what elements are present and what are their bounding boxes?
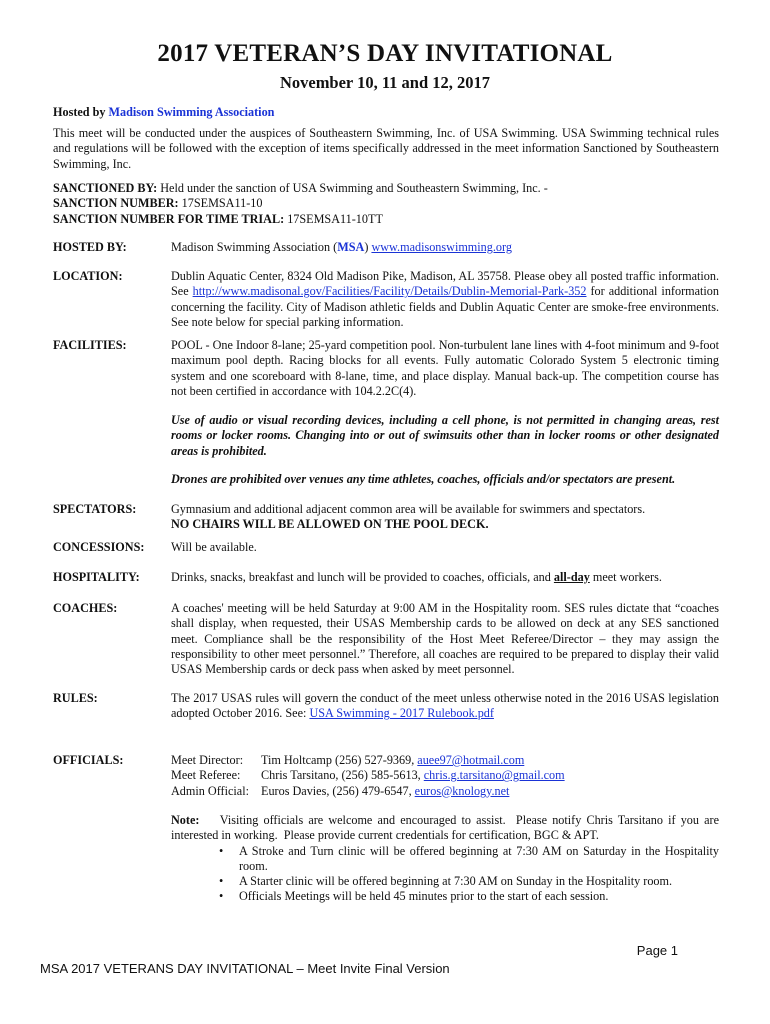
sanction-number-value: 17SEMSA11-10	[178, 196, 263, 211]
msa-abbr: MSA	[337, 240, 365, 254]
official-role: Meet Referee:	[171, 768, 241, 783]
document-footer: MSA 2017 VETERANS DAY INVITATIONAL – Meet Invite Final Version	[40, 961, 450, 976]
official-row-director	[171, 753, 719, 768]
official-row-admin	[171, 784, 719, 799]
hosted-by-org: Madison Swimming Association	[108, 105, 275, 119]
sanctioned-by-text: Held under the sanction of USA Swimming and Southeastern Swimming, Inc. -	[157, 181, 548, 195]
admin-email-link[interactable]: euros@knology.net	[414, 783, 510, 798]
spectators-text: Gymnasium and additional adjacent common area will be available for swimmers and spectators.	[171, 502, 646, 516]
official-info: Euros Davies, (256) 479-6547,	[261, 783, 415, 798]
recording-notice: Use of audio or visual recording devices, including a cell phone, is not permitted in changing areas, rest rooms or locker rooms. Changing into or out of swimsuits other than in locker rooms or other designated areas is prohibited.	[171, 413, 719, 458]
hosted-by-text-post: )	[364, 240, 372, 254]
facilities-text: POOL - One Indoor 8-lane; 25-yard competition pool. Non-turbulent lane lines with 4-foot minimum and 9-foot maximum pool depth. Racing blocks for all events. Fully automatic Colorado System 5 electronic timing system and one scoreboard with 8-lane, time, and place display. Manual back-up. The competition course has not been certified in accordance with 104.2.2C(4).	[171, 338, 719, 398]
note-text: Visiting officials are welcome and encouraged to assist. Please notify Chris Tarsitano if you are interested in working. Please provide current credentials for certification, BGC & APT.	[171, 813, 723, 843]
note-label: Note:	[171, 813, 200, 827]
all-day-emphasis: all-day	[553, 570, 590, 584]
coaches-text: A coaches' meeting will be held Saturday at 9:00 AM in the Hospitality room. SES rules dictate that “coaches shall display, when requested, their USAS Membership cards to be allowed on deck at any SES sanctioned meet. Compliance shall be the responsibility of the Host Meet Referee/Director – they may assign the responsibility to other meet personnel.” Therefore, all coaches are required to be prepared to display their valid USAS Membership cards or deck pass when asked by meet personnel.	[171, 601, 719, 677]
coaches-label: COACHES:	[53, 601, 118, 615]
official-role: Admin Official:	[171, 783, 249, 798]
intro-paragraph: This meet will be conducted under the auspices of Southeastern Swimming, Inc. of USA Swimming. USA Swimming technical rules and regulations will be followed with the exception of items specifically addressed in the meet information Sanctioned by Southeastern Swimming, Inc.	[53, 126, 719, 171]
concessions-label: CONCESSIONS:	[53, 540, 145, 554]
official-row-referee	[171, 768, 719, 783]
location-label: LOCATION:	[53, 269, 123, 283]
officials-note	[171, 813, 723, 905]
list-item: • A Starter clinic will be offered beginning at 7:30 AM on Sunday in the Hospitality room.	[239, 874, 719, 889]
director-email-link[interactable]: auee97@hotmail.com	[417, 753, 525, 767]
page-title: 2017 VETERAN’S DAY INVITATIONAL	[157, 40, 613, 67]
list-item: • A Stroke and Turn clinic will be offered beginning at 7:30 AM on Saturday in the Hospitality room.	[239, 844, 719, 875]
no-chairs-notice: NO CHAIRS WILL BE ALLOWED ON THE POOL DECK.	[171, 517, 489, 532]
hosted-by-value	[171, 240, 719, 255]
official-info: Tim Holtcamp (256) 527-9369,	[261, 753, 418, 767]
sanction-tt-value: 17SEMSA11-10TT	[284, 211, 383, 226]
hosted-by-line	[53, 105, 719, 120]
drone-notice: Drones are prohibited over venues any time athletes, coaches, officials and/or spectators are present.	[171, 472, 676, 486]
spectators-value	[171, 502, 719, 533]
spectators-label: SPECTATORS:	[53, 502, 137, 516]
facilities-label: FACILITIES:	[53, 338, 127, 352]
list-item: • Officials Meetings will be held 45 minutes prior to the start of each session.	[239, 889, 719, 904]
hospitality-value	[171, 570, 719, 585]
hosted-by-line-label: Hosted by	[53, 105, 109, 119]
sanction-number-label: SANCTION NUMBER:	[53, 196, 179, 211]
hosted-by-text: Madison Swimming Association (	[171, 240, 338, 254]
referee-email-link[interactable]: chris.g.tarsitano@gmail.com	[423, 768, 565, 783]
official-info: Chris Tarsitano, (256) 585-5613,	[261, 768, 424, 783]
meet-dates: November 10, 11 and 12, 2017	[279, 73, 491, 92]
page-number: Page 1	[636, 943, 678, 958]
concessions-text: Will be available.	[171, 540, 257, 554]
rules-text: The 2017 USAS rules will govern the conduct of the meet unless otherwise noted in the 2016 USAS legislation adopted October 2016. See:	[171, 691, 719, 721]
location-value	[171, 269, 719, 330]
rulebook-link[interactable]: USA Swimming - 2017 Rulebook.pdf	[309, 706, 494, 721]
sanction-block	[53, 181, 719, 227]
msa-website-link[interactable]: www.madisonswimming.org	[371, 240, 512, 254]
hosted-by-label: HOSTED BY:	[53, 240, 127, 254]
hospitality-label: HOSPITALITY:	[53, 570, 140, 584]
rules-label: RULES:	[53, 691, 98, 705]
officials-list	[171, 753, 719, 799]
rules-value	[171, 691, 719, 722]
official-role: Meet Director:	[171, 753, 244, 767]
facility-link[interactable]: http://www.madisonal.gov/Facilities/Facility/Details/Dublin-Memorial-Park-352	[192, 284, 587, 299]
sanctioned-by-label: SANCTIONED BY:	[53, 181, 158, 195]
location-text: Dublin Aquatic Center, 8324 Old Madison Pike, Madison, AL 35758. Please obey all posted traffic information. See	[171, 269, 719, 299]
sanction-tt-label: SANCTION NUMBER FOR TIME TRIAL:	[53, 211, 285, 226]
location-text-post: for additional information concerning the facility. City of Madison athletic fields and Dublin Aquatic Center are smoke-free environments. See note below for special parking information.	[171, 284, 719, 329]
officials-bullet-list	[171, 844, 719, 905]
officials-label: OFFICIALS:	[53, 753, 124, 767]
hospitality-text: Drinks, snacks, breakfast and lunch will be provided to coaches, officials, and	[171, 570, 554, 584]
hospitality-text-post: meet workers.	[589, 570, 662, 584]
